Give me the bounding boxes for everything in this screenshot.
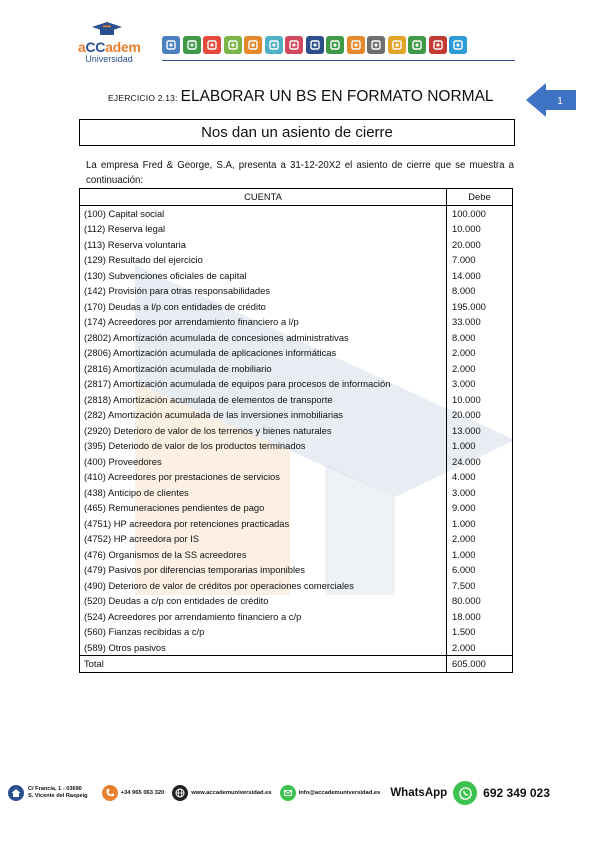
- account-name: (100) Capital social: [80, 205, 447, 221]
- table-body: [80, 205, 513, 656]
- flask-icon[interactable]: [244, 36, 262, 54]
- table-header-row: [80, 189, 513, 206]
- account-name: (589) Otros pasivos: [80, 640, 447, 656]
- table-row: [80, 562, 513, 578]
- percent-icon[interactable]: [224, 36, 242, 54]
- people-icon[interactable]: [162, 36, 180, 54]
- table-row: [80, 376, 513, 392]
- account-name: (129) Resultado del ejercicio: [80, 252, 447, 268]
- section-banner: Nos dan un asiento de cierre: [79, 119, 515, 146]
- debit-amount: 8.000: [447, 330, 513, 346]
- footer-contact-bar: [8, 778, 588, 808]
- logo-subtitle: Universidad: [85, 54, 133, 64]
- table-row: [80, 407, 513, 423]
- website-link: www.accademuniversidad.es: [191, 790, 272, 796]
- table-total-row: [80, 656, 513, 673]
- dna-icon[interactable]: [306, 36, 324, 54]
- table-row: [80, 237, 513, 253]
- logo-suffix: adem: [105, 39, 141, 55]
- table-row: [80, 205, 513, 221]
- table-row: [80, 624, 513, 640]
- debit-amount: 195.000: [447, 299, 513, 315]
- globe-icon[interactable]: [388, 36, 406, 54]
- building-icon[interactable]: [429, 36, 447, 54]
- total-value: 605.000: [447, 656, 513, 673]
- account-name: (400) Proveedores: [80, 454, 447, 470]
- debit-amount: 20.000: [447, 237, 513, 253]
- debit-amount: 100.000: [447, 205, 513, 221]
- intro-paragraph: La empresa Fred & George, S.A, presenta a 31-12-20X2 el asiento de cierre que se muestra a continuación:: [86, 160, 514, 186]
- debit-amount: 2.000: [447, 361, 513, 377]
- debit-amount: 1.500: [447, 624, 513, 640]
- page-number-arrow-icon: [526, 83, 576, 117]
- logo-prefix: a: [78, 39, 86, 55]
- footer-phone[interactable]: [102, 785, 165, 801]
- debit-amount: 8.000: [447, 283, 513, 299]
- table-row: [80, 516, 513, 532]
- account-name: (490) Deterioro de valor de créditos por operaciones comerciales: [80, 578, 447, 594]
- account-name: (174) Acreedores por arrendamiento financiero a l/p: [80, 314, 447, 330]
- debit-amount: 2.000: [447, 345, 513, 361]
- account-name: (112) Reserva legal: [80, 221, 447, 237]
- heart-monitor-icon[interactable]: [265, 36, 283, 54]
- gear-icon[interactable]: [326, 36, 344, 54]
- table-row: [80, 593, 513, 609]
- account-name: (4752) HP acreedora por IS: [80, 531, 447, 547]
- hospital-icon[interactable]: [449, 36, 467, 54]
- address-line-1: C/ Francia, 1 - 03690: [28, 786, 82, 792]
- table-row: [80, 314, 513, 330]
- table-row: [80, 299, 513, 315]
- account-name: (282) Amortización acumulada de las inversiones inmobiliarias: [80, 407, 447, 423]
- debit-amount: 2.000: [447, 640, 513, 656]
- table-row: [80, 500, 513, 516]
- debit-amount: 4.000: [447, 469, 513, 485]
- debit-amount: 6.000: [447, 562, 513, 578]
- table-row: [80, 283, 513, 299]
- debit-amount: 7.500: [447, 578, 513, 594]
- phone-icon: [102, 785, 118, 801]
- debit-amount: 7.000: [447, 252, 513, 268]
- footer-address: [8, 785, 88, 801]
- account-name: (524) Acreedores por arrendamiento financiero a c/p: [80, 609, 447, 625]
- debit-amount: 14.000: [447, 268, 513, 284]
- column-header-debe: Debe: [447, 189, 513, 206]
- table-row: [80, 423, 513, 439]
- account-name: (465) Remuneraciones pendientes de pago: [80, 500, 447, 516]
- account-name: (479) Pasivos por diferencias temporarias imponibles: [80, 562, 447, 578]
- table-row: [80, 609, 513, 625]
- person-icon[interactable]: [285, 36, 303, 54]
- table-row: [80, 454, 513, 470]
- debit-amount: 13.000: [447, 423, 513, 439]
- debit-amount: 2.000: [447, 531, 513, 547]
- exercise-title: ELABORAR UN BS EN FORMATO NORMAL: [180, 88, 494, 105]
- table-row: [80, 268, 513, 284]
- closing-entry-table: [79, 188, 513, 673]
- brain-icon[interactable]: [408, 36, 426, 54]
- category-icon-bar: [162, 36, 467, 56]
- table-row: [80, 578, 513, 594]
- account-name: (438) Anticipo de clientes: [80, 485, 447, 501]
- account-name: (2818) Amortización acumulada de elementos de transporte: [80, 392, 447, 408]
- account-name: (2802) Amortización acumulada de concesiones administrativas: [80, 330, 447, 346]
- table-row: [80, 252, 513, 268]
- account-name: (476) Organismos de la SS acreedores: [80, 547, 447, 563]
- account-name: (410) Acreedores por prestaciones de servicios: [80, 469, 447, 485]
- table-row: [80, 345, 513, 361]
- whatsapp-label: WhatsApp: [390, 787, 448, 799]
- debit-amount: 80.000: [447, 593, 513, 609]
- book-icon[interactable]: [183, 36, 201, 54]
- account-name: (2920) Deterioro de valor de los terrenos y bienes naturales: [80, 423, 447, 439]
- email-link: info@accademuniversidad.es: [298, 790, 381, 796]
- phone-number: +34 965 063 320: [120, 790, 165, 796]
- logo-mid: CC: [85, 39, 106, 55]
- column-header-cuenta: CUENTA: [80, 189, 447, 206]
- account-name: (4751) HP acreedora por retenciones practicadas: [80, 516, 447, 532]
- account-name: (2816) Amortización acumulada de mobiliario: [80, 361, 447, 377]
- account-name: (142) Provisión para otras responsabilidades: [80, 283, 447, 299]
- debit-amount: 1.000: [447, 547, 513, 563]
- table-row: [80, 438, 513, 454]
- exercise-heading: [108, 88, 494, 106]
- megaphone-icon[interactable]: [203, 36, 221, 54]
- magnifier-icon[interactable]: [367, 36, 385, 54]
- debit-amount: 18.000: [447, 609, 513, 625]
- table-row: [80, 361, 513, 377]
- scale-icon[interactable]: [347, 36, 365, 54]
- debit-amount: 3.000: [447, 376, 513, 392]
- debit-amount: 33.000: [447, 314, 513, 330]
- home-icon: [8, 785, 24, 801]
- account-name: (520) Deudas a c/p con entidades de crédito: [80, 593, 447, 609]
- account-name: (2817) Amortización acumulada de equipos para procesos de información: [80, 376, 447, 392]
- debit-amount: 1.000: [447, 438, 513, 454]
- whatsapp-icon[interactable]: [453, 781, 477, 805]
- account-name: (395) Deteriodo de valor de los productos terminados: [80, 438, 447, 454]
- whatsapp-number: 692 349 023: [483, 786, 550, 800]
- globe-icon: [172, 785, 188, 801]
- table-row: [80, 330, 513, 346]
- mail-icon: [280, 785, 296, 801]
- table-row: [80, 640, 513, 656]
- exercise-number: EJERCICIO 2.13:: [108, 93, 178, 103]
- table-row: [80, 547, 513, 563]
- graduation-cap-logo: [92, 22, 122, 36]
- account-name: (2806) Amortización acumulada de aplicaciones informáticas: [80, 345, 447, 361]
- account-name: (130) Subvenciones oficiales de capital: [80, 268, 447, 284]
- header-divider: [162, 60, 515, 61]
- table-row: [80, 392, 513, 408]
- debit-amount: 9.000: [447, 500, 513, 516]
- debit-amount: 1.000: [447, 516, 513, 532]
- debit-amount: 24.000: [447, 454, 513, 470]
- debit-amount: 20.000: [447, 407, 513, 423]
- table-row: [80, 485, 513, 501]
- address-line-2: S. Vicente del Raspeig: [28, 793, 88, 799]
- debit-amount: 10.000: [447, 392, 513, 408]
- table-row: [80, 531, 513, 547]
- table-row: [80, 221, 513, 237]
- debit-amount: 3.000: [447, 485, 513, 501]
- table-row: [80, 469, 513, 485]
- brand-logo: [78, 40, 140, 64]
- footer-website[interactable]: [172, 785, 271, 801]
- footer-email[interactable]: [280, 785, 381, 801]
- page-number: 1: [557, 96, 563, 107]
- account-name: (113) Reserva voluntaria: [80, 237, 447, 253]
- total-label: Total: [80, 656, 447, 673]
- account-name: (560) Fianzas recibidas a c/p: [80, 624, 447, 640]
- debit-amount: 10.000: [447, 221, 513, 237]
- account-name: (170) Deudas a l/p con entidades de crédito: [80, 299, 447, 315]
